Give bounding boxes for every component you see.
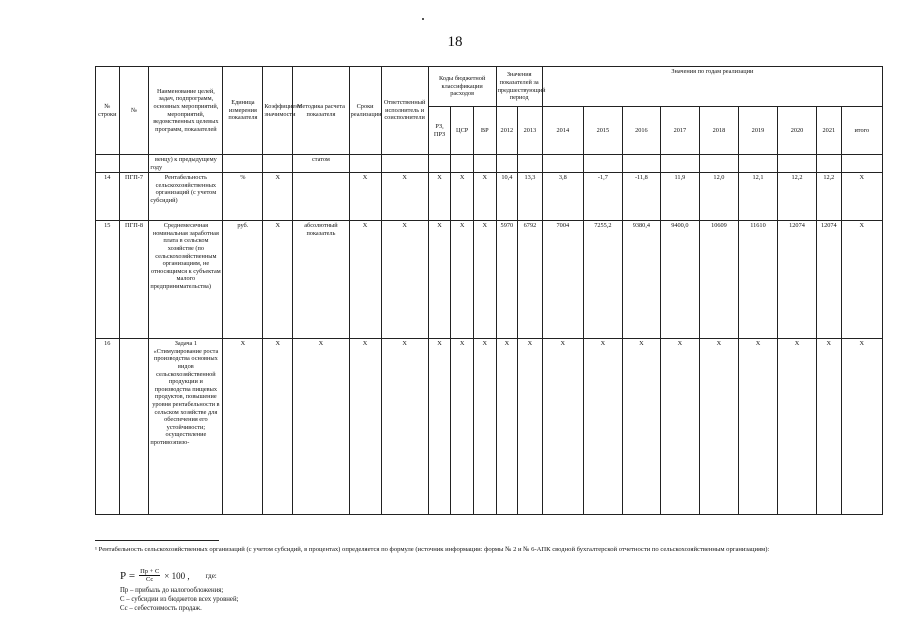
cell-2018: 10609: [699, 221, 738, 339]
cell-unit: X: [223, 339, 263, 515]
cell-2020: 12,2: [777, 173, 816, 221]
header-executors: Ответственный исполнитель и соисполнители: [381, 67, 428, 155]
cell-no: [119, 339, 149, 515]
cell-row-no: 16: [96, 339, 120, 515]
header-row-no: № строки: [96, 67, 120, 155]
table-row-continuation: [96, 155, 883, 173]
cell-2016: -11,8: [622, 173, 660, 221]
cell-2012: 5970: [496, 221, 518, 339]
cell-total: X: [841, 339, 882, 515]
cell-2019: 11610: [738, 221, 777, 339]
cell-terms: X: [349, 339, 381, 515]
header-total: итого: [841, 107, 882, 155]
cell-row-no: 15: [96, 221, 120, 339]
cell-row-no: 14: [96, 173, 120, 221]
cell-no: ПГП-8: [119, 221, 149, 339]
scan-speck: [422, 18, 424, 20]
legend-item: Сс – себестоимость продаж.: [120, 605, 202, 613]
cell-2017: 9400,0: [660, 221, 699, 339]
cell-2018: X: [699, 339, 738, 515]
cell-2014: 3,8: [542, 173, 583, 221]
cell-method: абсолютный показатель: [293, 221, 349, 339]
formula-denominator: Сс: [146, 576, 154, 583]
cell-name: Среднемесячная номинальная заработная плата в сельском хозяйстве (по сельскохозяйственным организациям, не относящимся к субъектам малого предпринимательства): [149, 221, 223, 339]
cell-name: Задача 1 «Стимулирование роста производства основных видов сельскохозяйственной продукции и производства пищевых продуктов, повышение уровня рентабельности в сельском хозяйстве для обеспечения его устойчивости; осуществление противоэпизо-: [149, 339, 223, 515]
cell-coef: X: [263, 339, 293, 515]
cell-total: X: [841, 173, 882, 221]
header-2013: 2013: [518, 107, 543, 155]
header-by-years: Значения по годам реализации: [542, 67, 882, 107]
formula-rest: × 100 ,: [164, 570, 190, 581]
cell-name: Рентабельность сельскохозяйственных организаций (с учетом субсидий): [149, 173, 223, 221]
formula-where: где:: [205, 571, 217, 580]
header-terms: Сроки реализации: [349, 67, 381, 155]
footnote-text: ¹ Рентабельность сельскохозяйственных организаций (с учетом субсидий, в процентах) определяется по формуле (источник информации: формы № 2 и № 6-АПК сводной бухгалтерской отчетности по сельскохозяйственным организациям):: [95, 546, 770, 553]
header-coef: Коэффициент значимости: [263, 67, 293, 155]
cell-unit: %: [223, 173, 263, 221]
cell-2014: 7004: [542, 221, 583, 339]
cell-rz: X: [428, 173, 451, 221]
legend-item: Пр – прибыль до налогообложения;: [120, 587, 224, 594]
cell-rz: X: [428, 339, 451, 515]
header-2012: 2012: [496, 107, 518, 155]
cell-2021: 12,2: [817, 173, 842, 221]
cell-no: ПГП-7: [119, 173, 149, 221]
cell-2016: 9380,4: [622, 221, 660, 339]
cell-2019: X: [738, 339, 777, 515]
header-2020: 2020: [777, 107, 816, 155]
legend-item: С – субсидии из бюджетов всех уровней;: [120, 596, 239, 604]
header-2017: 2017: [660, 107, 699, 155]
cell-total: X: [841, 221, 882, 339]
header-name: Наименование целей, задач, подпрограмм, основных мероприятий, мероприятий, ведомственных целевых программ, показателей: [149, 67, 223, 155]
cell-2018: 12,0: [699, 173, 738, 221]
cell-2015: 7255,2: [583, 221, 622, 339]
header-2014: 2014: [542, 107, 583, 155]
cell-2013: 6792: [518, 221, 543, 339]
formula: [120, 568, 217, 583]
header-vr: ВР: [473, 107, 496, 155]
cell-method: статом: [293, 155, 349, 173]
footnote-separator: [95, 540, 219, 541]
cell-2021: X: [817, 339, 842, 515]
table-row: [96, 173, 883, 221]
header-rz-prz: РЗ, ПРЗ: [428, 107, 451, 155]
header-2016: 2016: [622, 107, 660, 155]
cell-terms: X: [349, 173, 381, 221]
cell-method: [293, 173, 349, 221]
page-number: 18: [447, 34, 463, 50]
header-method: Методика расчета показателя: [293, 67, 349, 155]
cell-2013: X: [518, 339, 543, 515]
cell-vr: X: [473, 221, 496, 339]
header-csr: ЦСР: [451, 107, 474, 155]
cell-unit: руб.: [223, 221, 263, 339]
cell-executors: X: [381, 173, 428, 221]
cell-2012: 10,4: [496, 173, 518, 221]
cell-csr: X: [451, 339, 474, 515]
cell-executors: X: [381, 221, 428, 339]
cell-coef: X: [263, 173, 293, 221]
cell-2015: X: [583, 339, 622, 515]
header-2021: 2021: [817, 107, 842, 155]
formula-lhs: Р =: [120, 569, 136, 582]
cell-method: X: [293, 339, 349, 515]
header-2015: 2015: [583, 107, 622, 155]
cell-2017: 11,9: [660, 173, 699, 221]
cell-2016: X: [622, 339, 660, 515]
header-2019: 2019: [738, 107, 777, 155]
cell-2020: 12074: [777, 221, 816, 339]
cell-csr: X: [451, 221, 474, 339]
cell-2012: X: [496, 339, 518, 515]
cell-csr: X: [451, 173, 474, 221]
cell-2015: -1,7: [583, 173, 622, 221]
cell-2014: X: [542, 339, 583, 515]
cell-vr: X: [473, 173, 496, 221]
header-unit: Единица измерения показателя: [223, 67, 263, 155]
cell-2021: 12074: [817, 221, 842, 339]
header-2018: 2018: [699, 107, 738, 155]
formula-fraction: [139, 568, 160, 583]
cell-2017: X: [660, 339, 699, 515]
indicators-table: [95, 66, 883, 515]
cell-coef: X: [263, 221, 293, 339]
cell-2020: X: [777, 339, 816, 515]
cell-terms: X: [349, 221, 381, 339]
table-row: [96, 339, 883, 515]
cell-vr: X: [473, 339, 496, 515]
header-no: №: [119, 67, 149, 155]
cell-executors: X: [381, 339, 428, 515]
header-prev-period: Значения показателей за предшествующий период: [496, 67, 542, 107]
header-budget-codes: Коды бюджетной классификации расходов: [428, 67, 496, 107]
table-row: [96, 221, 883, 339]
cell-2019: 12,1: [738, 173, 777, 221]
formula-numerator: Пр + С: [140, 568, 160, 575]
formula-legend: [120, 586, 238, 614]
cell-2013: 13,3: [518, 173, 543, 221]
cell-name: венцу) к предыдущему году: [149, 155, 223, 173]
cell-rz: X: [428, 221, 451, 339]
